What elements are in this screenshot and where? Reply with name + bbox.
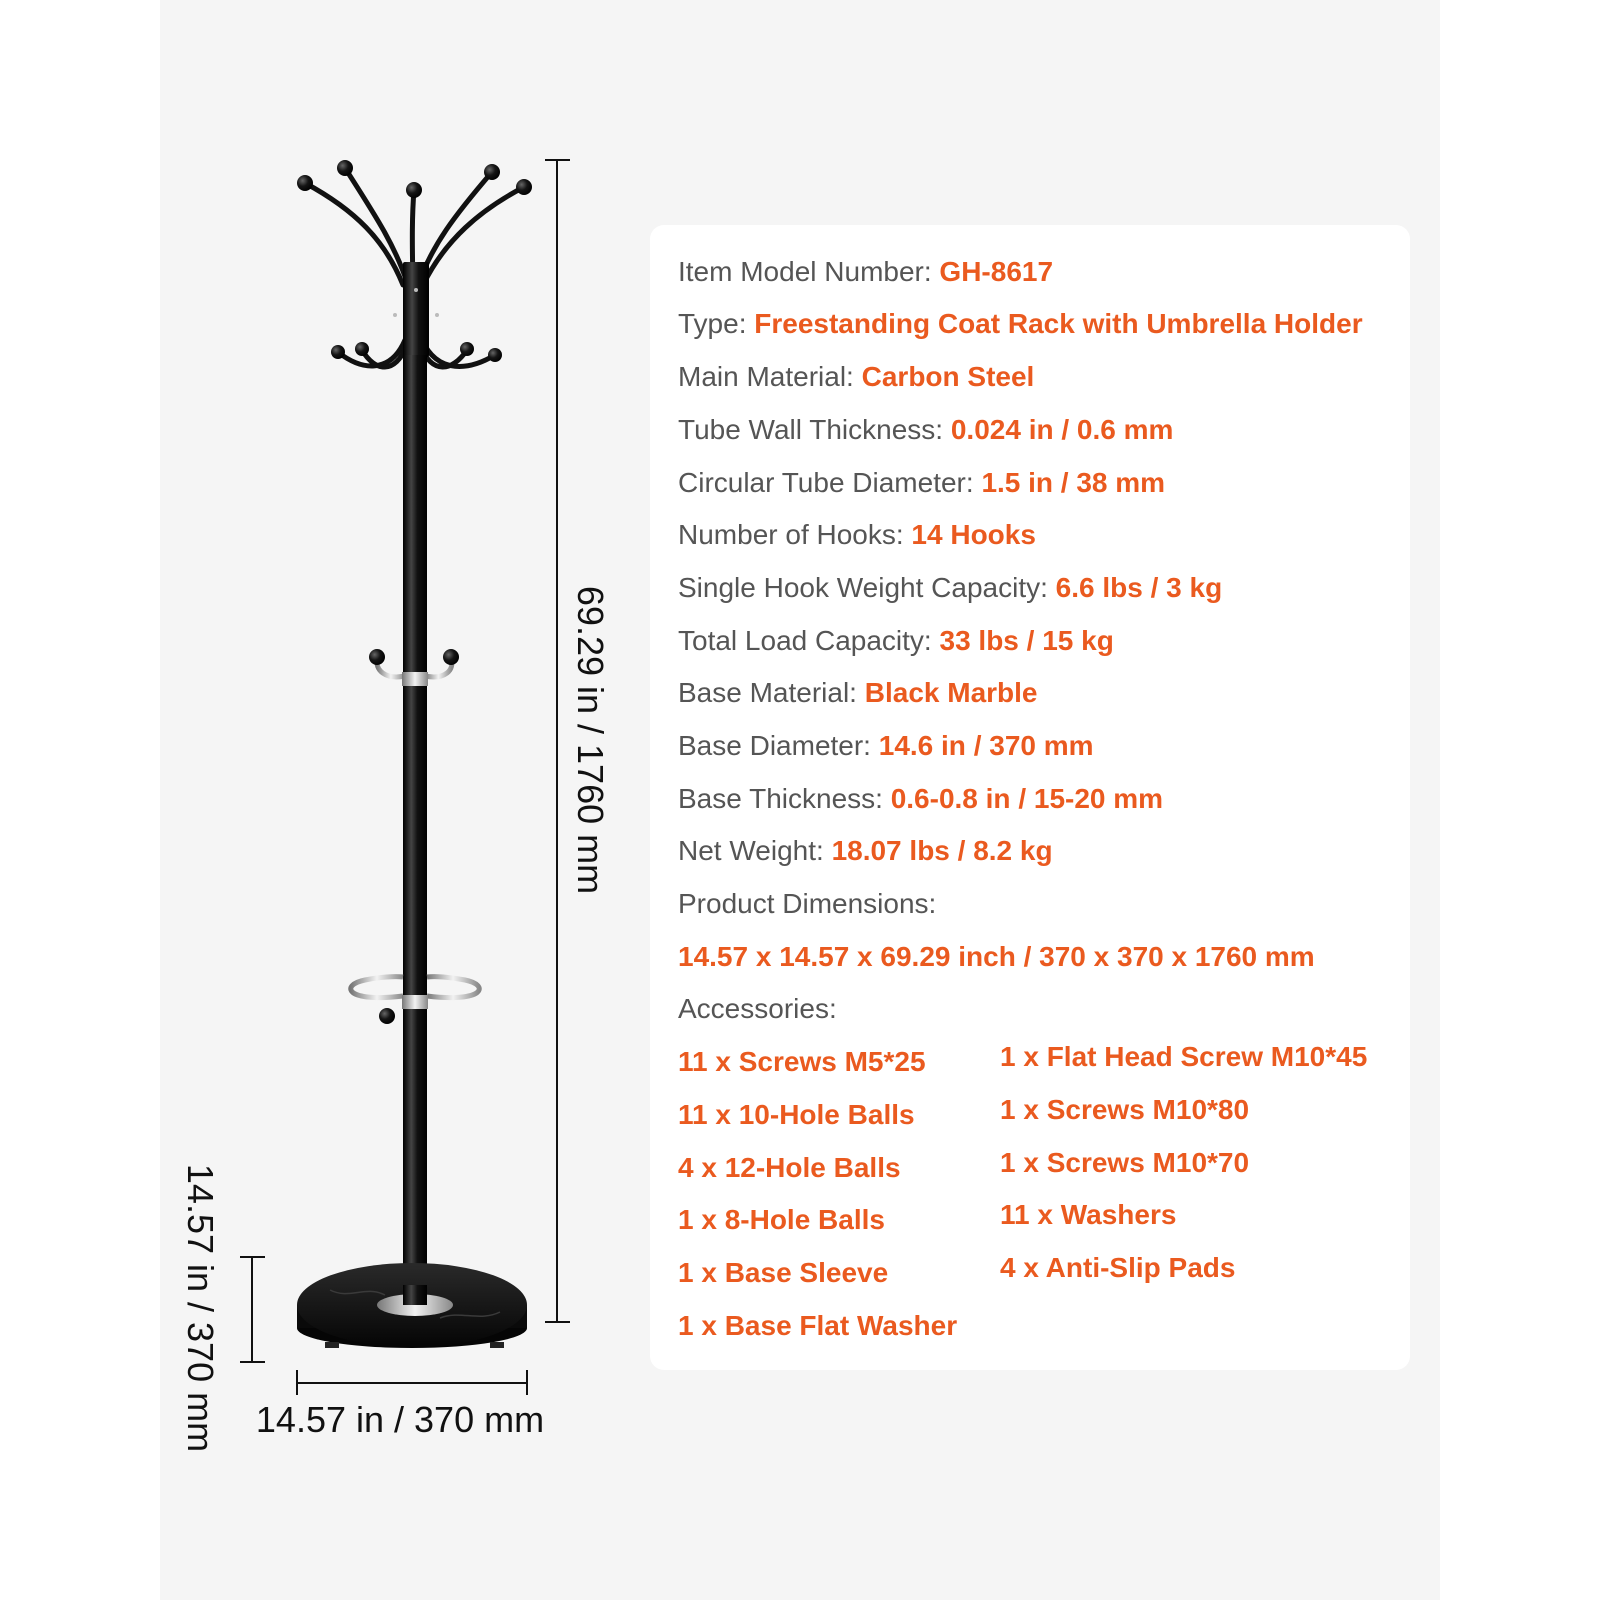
product-dimensions-value	[678, 940, 1315, 974]
spec-row-total-load	[678, 624, 1114, 658]
accessory-item: 4 x Anti-Slip Pads	[1000, 1252, 1236, 1283]
spec-key: Base Thickness:	[678, 783, 891, 814]
accessory-item: 11 x 10-Hole Balls	[678, 1099, 915, 1130]
spec-value: 14 Hooks	[911, 519, 1036, 550]
spec-key: Total Load Capacity:	[678, 625, 940, 656]
spec-row-base-diameter	[678, 729, 1094, 763]
accessory-item: 4 x 12-Hole Balls	[678, 1152, 901, 1183]
spec-value: 0.024 in / 0.6 mm	[950, 414, 1174, 445]
spec-value: Black Marble	[864, 677, 1038, 708]
spec-key: Net Weight:	[678, 835, 832, 866]
spec-row-base-thickness	[678, 782, 1163, 816]
height-dimension-label: 69.29 in / 1760 mm	[570, 585, 611, 895]
spec-value: Carbon Steel	[861, 361, 1035, 392]
spec-value: 14.6 in / 370 mm	[878, 730, 1094, 761]
spec-key: Base Material:	[678, 677, 865, 708]
spec-value: 18.07 lbs / 8.2 kg	[831, 835, 1053, 866]
spec-key: Accessories:	[678, 993, 837, 1024]
pole	[403, 355, 427, 1300]
width-dimension-line	[297, 1370, 527, 1395]
top-hook-balls	[297, 160, 532, 198]
product-dimensions-label	[678, 887, 936, 921]
spec-row-tube-wall	[678, 413, 1173, 447]
accessory-item: 1 x Flat Head Screw M10*45	[1000, 1041, 1368, 1072]
spec-key: Number of Hooks:	[678, 519, 912, 550]
spec-value: 1.5 in / 38 mm	[981, 467, 1166, 498]
spec-row-tube-diameter	[678, 466, 1165, 500]
spec-key: Main Material:	[678, 361, 862, 392]
spec-row-hooks	[678, 518, 1036, 552]
accessory-item: 1 x Screws M10*80	[1000, 1094, 1250, 1125]
spec-row-model	[678, 255, 1053, 289]
spec-value: 33 lbs / 15 kg	[939, 625, 1114, 656]
spec-key: Single Hook Weight Capacity:	[678, 572, 1056, 603]
spec-row-hook-capacity	[678, 571, 1222, 605]
spec-key: Tube Wall Thickness:	[678, 414, 951, 445]
spec-value: GH-8617	[939, 256, 1054, 287]
spec-key: Type:	[678, 308, 755, 339]
spec-value: 14.57 x 14.57 x 69.29 inch / 370 x 370 x 1760 mm	[678, 941, 1315, 972]
spec-value: Freestanding Coat Rack with Umbrella Holder	[754, 308, 1363, 339]
spec-card	[650, 225, 1410, 1370]
spec-value: 6.6 lbs / 3 kg	[1055, 572, 1223, 603]
depth-dimension-line	[240, 1257, 265, 1362]
spec-key: Item Model Number:	[678, 256, 940, 287]
spec-row-type	[678, 307, 1363, 341]
spec-key: Product Dimensions:	[678, 888, 937, 919]
accessory-item: 1 x Base Sleeve	[678, 1257, 889, 1288]
accessory-item: 1 x 8-Hole Balls	[678, 1204, 885, 1235]
accessory-item: 11 x Washers	[1000, 1199, 1177, 1230]
accessory-item: 1 x Base Flat Washer	[678, 1310, 958, 1341]
accessories-label	[678, 992, 837, 1026]
spec-value: 0.6-0.8 in / 15-20 mm	[890, 783, 1164, 814]
spec-key: Base Diameter:	[678, 730, 879, 761]
depth-dimension-label: 14.57 in / 370 mm	[180, 1163, 221, 1453]
width-dimension-label: 14.57 in / 370 mm	[255, 1399, 545, 1440]
spec-row-net-weight	[678, 834, 1053, 868]
spec-key: Circular Tube Diameter:	[678, 467, 982, 498]
height-dimension-line	[545, 160, 570, 1322]
spec-row-base-material	[678, 676, 1038, 710]
spec-row-main-material	[678, 360, 1034, 394]
hook-hub	[403, 262, 429, 357]
accessory-item: 1 x Screws M10*70	[1000, 1147, 1250, 1178]
accessory-item: 11 x Screws M5*25	[678, 1046, 926, 1077]
